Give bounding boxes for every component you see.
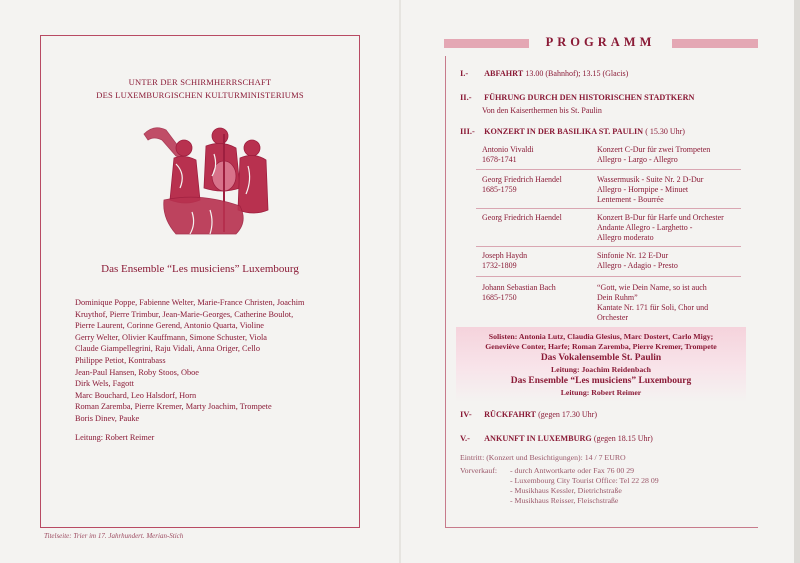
vorverkauf-item: - Musikhaus Reisser, Fleischstraße (510, 496, 619, 505)
soloists-line: Solisten: Antonia Lutz, Claudia Glesius, Marc Dostert, Carlo Migy; (488, 332, 714, 341)
divider (476, 208, 741, 209)
composer-haendel-1: Georg Friedrich Haendel 1685-1759 (482, 175, 562, 194)
divider (476, 169, 741, 170)
members-list (75, 297, 355, 425)
member-line: Dominique Poppe, Fabienne Welter, Marie-France Christen, Joachim (75, 298, 305, 307)
conductor-line: Leitung: Robert Reimer (75, 433, 155, 442)
paper-edge (794, 0, 800, 563)
work-bach: “Gott, wie Dein Name, so ist auch Dein Ruhm” Kantate Nr. 171 für Soli, Chor und Orchester (597, 283, 709, 322)
member-line: Roman Zaremba, Pierre Kremer, Marty Joachim, Trompete (75, 402, 272, 412)
left-panel-frame (40, 35, 360, 528)
vorverkauf-item: - Luxembourg City Tourist Office: Tel 22 28 09 (510, 476, 659, 485)
vorverkauf-item: - Musikhaus Kessler, Dietrichstraße (510, 486, 622, 495)
eintritt-line: Eintritt: (Konzert und Besichtigungen): 14 / 7 EURO (460, 453, 626, 462)
member-line: Marc Bouchard, Leo Halsdorf, Horn (75, 390, 197, 400)
vorverkauf-item: - durch Antwortkarte oder Fax 76 00 29 (510, 466, 635, 475)
work-haydn: Sinfonie Nr. 12 E-Dur Allegro - Adagio - Presto (597, 251, 678, 270)
work-vivaldi: Konzert C-Dur für zwei Trompeten Allegro - Largo - Allegro (597, 145, 711, 164)
section-ankunft: V.- ANKUNFT IN LUXEMBURG (gegen 18.15 Uhr) (460, 433, 653, 443)
section-fuehrung: II.- FÜHRUNG DURCH DEN HISTORISCHEN STADTKERN (460, 92, 695, 102)
vokalensemble-leitung: Leitung: Joachim Reidenbach (550, 365, 652, 374)
section-abfahrt: I.- ABFAHRT 13.00 (Bahnhof); 13.15 (Glacis) (460, 68, 629, 78)
member-line: Gerry Welter, Olivier Kauffmann, Simone Schuster, Viola (75, 332, 267, 342)
composer-vivaldi: Antonio Vivaldi 1678-1741 (482, 145, 534, 164)
composer-haendel-2: Georg Friedrich Haendel (482, 213, 562, 222)
member-line: Boris Dinev, Pauke (75, 413, 140, 423)
member-line: Kruythof, Pierre Trimbur, Jean-Marie-Georges, Catherine Boulot, (75, 309, 294, 319)
member-line: Jean-Paul Hansen, Roby Stoos, Oboe (75, 367, 199, 377)
section-konzert: III.- KONZERT IN DER BASILIKA ST. PAULIN ( 15.30 Uhr) (460, 126, 685, 136)
member-line: Philippe Petiot, Kontrabass (75, 355, 166, 365)
header-bar-left (444, 39, 529, 48)
patronage-heading: UNTER DER SCHIRMHERRSCHAFT DES LUXEMBURGISCHEN KULTURMINISTERIUMS (96, 77, 304, 100)
work-haendel-2: Konzert B-Dur für Harfe und Orchester Andante Allegro - Larghetto - Allegro moderato (597, 213, 724, 242)
divider (476, 246, 741, 247)
member-line: Claude Giampellegrini, Raju Vidali, Anna Origer, Cello (75, 344, 260, 354)
musicians-engraving-image (140, 114, 272, 238)
fuehrung-subtitle: Von den Kaiserthermen bis St. Paulin (482, 106, 602, 115)
soloists-line: Geneviève Conter, Harfe; Roman Zaremba, Pierre Kremer, Trompete (485, 342, 717, 351)
section-rueckfahrt: IV- RÜCKFAHRT (gegen 17.30 Uhr) (460, 409, 597, 419)
programm-title: PROGRAMM (545, 35, 656, 49)
work-haendel-1: Wassermusik - Suite Nr. 2 D-Dur Allegro - Hornpipe - Minuet Lentement - Bourrée (597, 175, 704, 204)
header-bar-right (672, 39, 758, 48)
composer-haydn: Joseph Haydn 1732-1809 (482, 251, 528, 270)
vokalensemble-title: Das Vokalensemble St. Paulin (540, 353, 662, 363)
vorverkauf-label: Vorverkauf: (460, 466, 498, 475)
member-line: Dirk Wels, Fagott (75, 379, 134, 389)
member-line: Pierre Laurent, Corinne Gerend, Antonio Quarta, Violine (75, 321, 264, 331)
vorverkauf-list (510, 466, 659, 506)
page-fold (399, 0, 401, 563)
cover-caption: Titelseite: Trier im 17. Jahrhundert. Merian-Stich (44, 532, 184, 540)
composer-bach: Johann Sebastian Bach 1685-1750 (482, 283, 556, 302)
ensemble-title: Das Ensemble “Les musiciens” Luxembourg (101, 263, 299, 275)
ensemble-leitung: Leitung: Robert Reimer (560, 388, 642, 397)
divider (476, 276, 741, 277)
ensemble-title-right: Das Ensemble “Les musiciens” Luxembourg (510, 376, 692, 386)
